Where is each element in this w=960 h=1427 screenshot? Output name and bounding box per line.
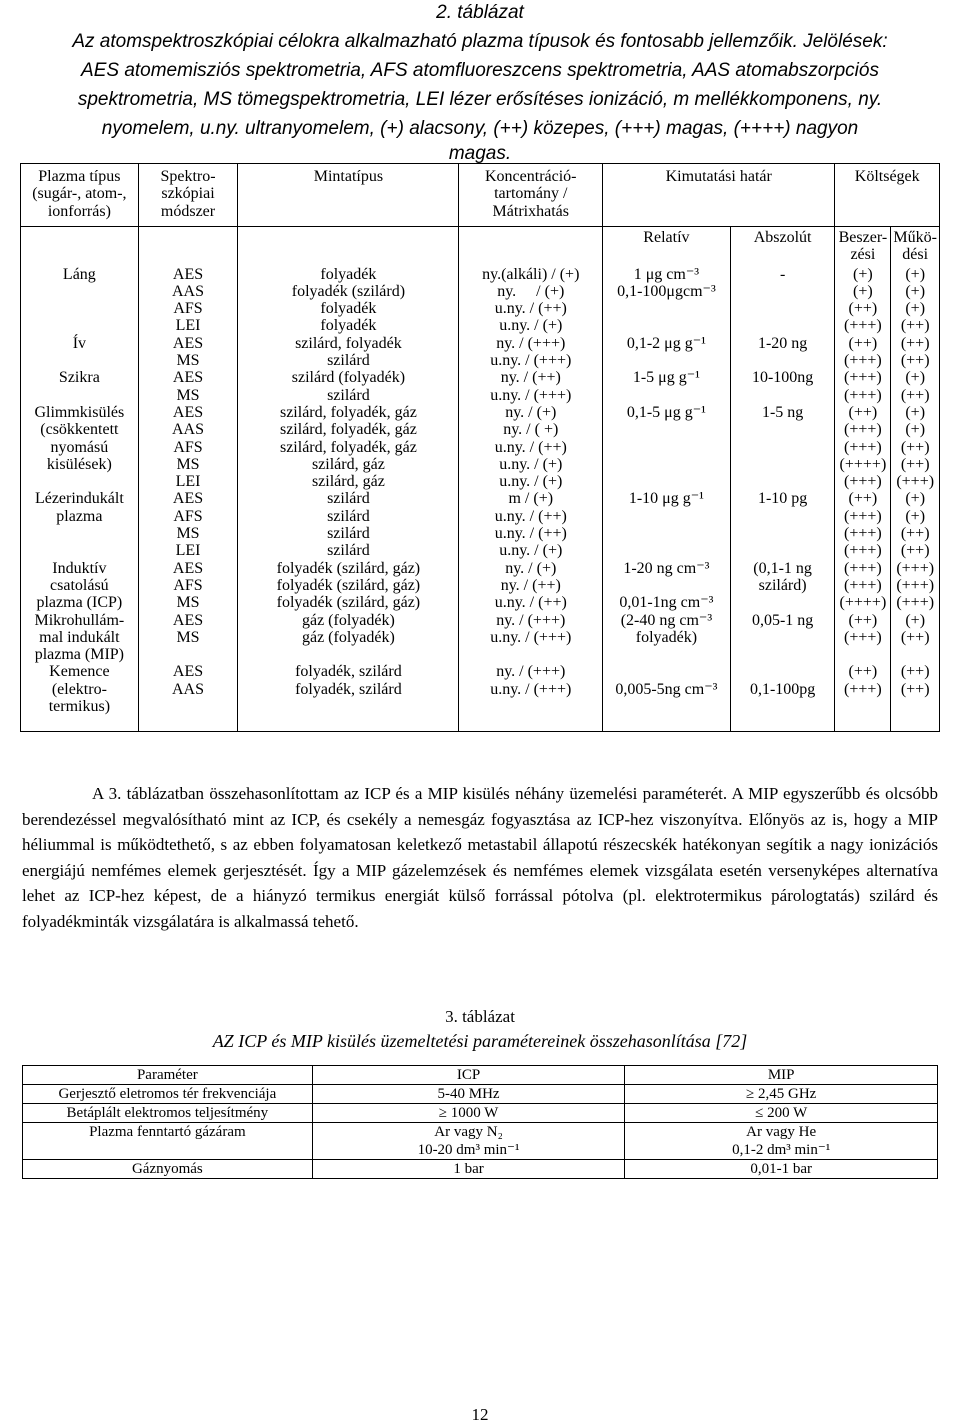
- cell-line: Szikra: [58, 369, 100, 387]
- table-cell: Ar vagy He 0,1-2 dm³ min⁻¹: [625, 1123, 938, 1160]
- cell-line: (++): [900, 663, 930, 681]
- table-cell-inv: [835, 369, 891, 404]
- table-row: [23, 1123, 938, 1160]
- cell-line: [733, 663, 833, 680]
- cell-line: ny. / (++): [500, 369, 561, 387]
- header-invest: Beszer-zési: [835, 227, 891, 266]
- table-cell: 5-40 MHz: [312, 1085, 625, 1104]
- table-cell-sample: [238, 266, 459, 335]
- table-cell-rel: [603, 266, 731, 335]
- cell-line: 1-10 pg: [757, 490, 808, 508]
- table-cell-sample: [238, 369, 459, 404]
- table-row: [21, 335, 940, 370]
- table-cell-rel: [603, 404, 731, 490]
- cell-line: ny. / (++): [500, 576, 561, 594]
- cell-line: (+++): [844, 507, 882, 525]
- cell-line: (+): [905, 507, 926, 525]
- cell-line: Lézerindukált: [34, 490, 124, 508]
- table-cell-op: [891, 490, 940, 559]
- cell-line: Ív: [72, 334, 87, 352]
- cell-line: (+++): [896, 559, 935, 577]
- cell-line: termikus): [48, 698, 111, 716]
- cell-line: (+): [905, 421, 926, 439]
- table-cell-inv: [835, 612, 891, 664]
- cell-line: folyadék: [320, 265, 377, 283]
- cell-line: 10-100ng: [751, 369, 814, 387]
- cell-line: szilárd, gáz: [311, 473, 385, 491]
- cell-line: AES: [172, 559, 204, 577]
- header-conc: Koncentráció-tartomány / Mátrixhatás: [459, 164, 603, 227]
- cell-line: (++): [900, 680, 930, 698]
- cell-line: ny. / (+): [497, 282, 565, 300]
- cell-line: 0,1-100μgcm⁻³: [617, 282, 716, 300]
- cell-line: ny. / (+++): [496, 611, 566, 629]
- table-cell-method: [138, 612, 238, 664]
- header-absolute: Abszolút: [730, 227, 835, 266]
- cell-line: szilárd: [327, 542, 370, 560]
- cell-line: (2-40 ng cm⁻³: [620, 611, 713, 629]
- cell-line: szilárd, folyadék, gáz: [279, 438, 417, 456]
- cell-line: (csökkentett: [40, 421, 119, 439]
- cell-line: ny. / ( +): [503, 421, 559, 439]
- cell-line: u.ny. / (++): [494, 594, 567, 612]
- table-cell-abs: [730, 404, 835, 490]
- table-cell-conc: [459, 560, 603, 612]
- table-cell-method: [138, 369, 238, 404]
- cell-line: AAS: [172, 282, 205, 300]
- table-cell-sample: [238, 335, 459, 370]
- table-cell-op: [891, 560, 940, 612]
- cell-line: ny.(alkáli) / (+): [482, 265, 580, 283]
- table-cell-op: [891, 404, 940, 490]
- cell-line: (++): [900, 352, 930, 370]
- cell-line: 0,1-5 μg g⁻¹: [626, 403, 706, 421]
- cell-line: plazma: [56, 507, 103, 525]
- cell-line: AES: [172, 369, 204, 387]
- table-cell: ≤ 200 W: [625, 1104, 938, 1123]
- cell-line: (+++): [844, 352, 882, 370]
- cell-line: [605, 577, 728, 594]
- table-cell-inv: [835, 335, 891, 370]
- cell-line: LEI: [175, 473, 201, 491]
- table-cell-inv: [835, 490, 891, 559]
- cell-line: szilárd: [327, 490, 370, 508]
- cell-line: AES: [172, 265, 204, 283]
- cell-line: (++++): [839, 594, 887, 612]
- cell-line: AES: [172, 403, 204, 421]
- cell-line: AES: [172, 611, 204, 629]
- cell-line: (++): [900, 525, 930, 543]
- table-cell: Betáplált elektromos teljesítmény: [23, 1104, 313, 1123]
- cell-line: AES: [172, 490, 204, 508]
- header-limit: Kimutatási határ: [603, 164, 835, 227]
- table-cell-plasma: [21, 490, 139, 559]
- page-number: 12: [471, 1405, 489, 1424]
- table-cell: ≥ 2,45 GHz: [625, 1085, 938, 1104]
- table-cell-plasma: [21, 404, 139, 490]
- cell-line: 1 μg cm⁻³: [633, 265, 700, 283]
- cell-line: folyadék (szilárd, gáz): [276, 559, 421, 577]
- cell-line: u.ny. / (+): [499, 455, 563, 473]
- table-row: [21, 266, 940, 335]
- cell-line: (+++): [896, 576, 935, 594]
- table-cell-plasma: [21, 663, 139, 731]
- table-cell-abs: [730, 335, 835, 370]
- cell-line: LEI: [175, 542, 201, 560]
- cell-line: Induktív: [52, 559, 107, 577]
- table-cell-abs: [730, 266, 835, 335]
- cell-line: csatolású: [50, 576, 109, 594]
- caption-line: spektrometria, MS tömegspektrometria, LEI lézer erősítéses ionizáció, m mellékkomponens, ny.: [77, 89, 883, 110]
- cell-line: u.ny. / (+++): [490, 352, 572, 370]
- cell-line: u.ny. / (+): [499, 317, 563, 335]
- caption-line: nyomelem, u.ny. ultranyomelem, (+) alacsony, (++) közepes, (+++) magas, (++++) nagyon: [101, 118, 859, 139]
- cell-line: mal indukált: [39, 628, 120, 646]
- table-cell: Plazma fenntartó gázáram: [23, 1123, 313, 1160]
- cell-line: u.ny. / (++): [494, 438, 567, 456]
- cell-line: 1-20 ng: [757, 334, 808, 352]
- table-cell-rel: [603, 663, 731, 731]
- cell-line: (+++): [896, 594, 935, 612]
- cell-line: gáz (folyadék): [301, 611, 395, 629]
- cell-line: MS: [176, 628, 200, 646]
- table-row: [21, 490, 940, 559]
- table-cell-method: [138, 404, 238, 490]
- table2-caption: [0, 0, 960, 165]
- table-cell-sample: [238, 663, 459, 731]
- cell-line: 0,005-5ng cm⁻³: [615, 680, 718, 698]
- cell-line: (+): [905, 265, 926, 283]
- cell-line: AFS: [173, 438, 203, 456]
- cell-line: folyadék (szilárd): [291, 282, 406, 300]
- table-cell-rel: [603, 560, 731, 612]
- cell-line: szilárd, gáz: [311, 455, 385, 473]
- table2-number: 2. táblázat: [436, 2, 524, 23]
- header-method: Spektro-szkópiai módszer: [138, 164, 238, 227]
- body-paragraph: [22, 781, 938, 934]
- cell-line: MS: [176, 594, 200, 612]
- cell-line: szilárd: [327, 525, 370, 543]
- cell-line: MS: [176, 455, 200, 473]
- table-cell-sample: [238, 560, 459, 612]
- table-cell-sample: [238, 612, 459, 664]
- table-row: [21, 560, 940, 612]
- cell-line: u.ny. / (+++): [490, 386, 572, 404]
- table-row: [21, 663, 940, 731]
- cell-line: 0,01-1ng cm⁻³: [619, 594, 714, 612]
- cell-line: (+): [853, 282, 873, 300]
- table-cell-inv: [835, 266, 891, 335]
- cell-line: -: [779, 265, 786, 283]
- cell-line: u.ny. / (+): [499, 473, 563, 491]
- cell-line: Kemence: [49, 663, 110, 681]
- table-cell: Gáznyomás: [23, 1160, 313, 1179]
- table-cell-abs: [730, 369, 835, 404]
- table-cell: ≥ 1000 W: [312, 1104, 625, 1123]
- cell-line: (+): [905, 490, 926, 508]
- table-cell-plasma: [21, 612, 139, 664]
- cell-line: (+++): [844, 317, 882, 335]
- cell-line: (+++): [844, 369, 882, 387]
- table-row: [23, 1160, 938, 1179]
- cell-line: (+++): [844, 680, 882, 698]
- cell-line: (++): [900, 542, 930, 560]
- cell-line: Glimmkisülés: [34, 403, 125, 421]
- table-cell-method: [138, 266, 238, 335]
- cell-line: (++): [848, 663, 878, 681]
- cell-line: folyadék: [320, 317, 377, 335]
- table-cell-method: [138, 560, 238, 612]
- header-sample: Mintatípus: [238, 164, 459, 227]
- table-cell: Gerjesztő eletromos tér frekvenciája: [23, 1085, 313, 1104]
- table-cell-abs: [730, 490, 835, 559]
- cell-line: (++): [848, 300, 878, 318]
- cell-line: (+): [905, 300, 926, 318]
- table-cell-plasma: [21, 369, 139, 404]
- table-cell-conc: [459, 369, 603, 404]
- table-cell-method: [138, 490, 238, 559]
- table-cell-inv: [835, 404, 891, 490]
- table-cell-plasma: [21, 560, 139, 612]
- cell-line: MS: [176, 386, 200, 404]
- table-row: [23, 1085, 938, 1104]
- cell-line: AFS: [173, 576, 203, 594]
- table-cell: Ar vagy N₂ 10-20 dm³ min⁻¹: [312, 1123, 625, 1160]
- cell-line: 1-5 μg g⁻¹: [632, 369, 700, 387]
- cell-line: AFS: [173, 300, 203, 318]
- table-cell-abs: [730, 560, 835, 612]
- cell-line: (+++): [844, 421, 882, 439]
- cell-line: szilárd (folyadék): [291, 369, 406, 387]
- cell-line: folyadék (szilárd, gáz): [276, 576, 421, 594]
- cell-line: (++): [900, 334, 930, 352]
- cell-line: u.ny. / (++): [494, 300, 567, 318]
- cell-line: 1-10 μg g⁻¹: [628, 490, 704, 508]
- table-cell-conc: [459, 490, 603, 559]
- cell-line: kisülések): [46, 455, 112, 473]
- table-cell-op: [891, 335, 940, 370]
- cell-line: (+): [853, 265, 873, 283]
- table-cell: 0,01-1 bar: [625, 1160, 938, 1179]
- cell-line: (++): [848, 334, 878, 352]
- cell-line: (+++): [844, 473, 882, 491]
- cell-line: (+): [905, 369, 926, 387]
- cell-line: 1-5 ng: [761, 403, 804, 421]
- cell-line: ny. / (+++): [496, 663, 566, 681]
- cell-line: AES: [172, 663, 204, 681]
- header-plasma: Plazma típus (sugár-, atom-, ionforrás): [21, 164, 139, 227]
- cell-line: plazma (ICP): [36, 594, 123, 612]
- cell-line: u.ny. / (+++): [490, 628, 572, 646]
- cell-line: AES: [172, 334, 204, 352]
- cell-line: u.ny. / (+++): [490, 680, 572, 698]
- table-row: [21, 612, 940, 664]
- cell-line: szilárd, folyadék, gáz: [279, 421, 417, 439]
- cell-line: (++): [900, 386, 930, 404]
- cell-line: szilárd: [327, 352, 370, 370]
- table-cell-op: [891, 266, 940, 335]
- table-cell-plasma: [21, 335, 139, 370]
- cell-line: (0,1-1 ng: [753, 559, 812, 577]
- cell-line: ny. / (+++): [496, 334, 566, 352]
- cell-line: (++): [900, 438, 930, 456]
- cell-line: LEI: [175, 317, 201, 335]
- cell-line: (+): [905, 282, 926, 300]
- table-cell-inv: [835, 663, 891, 731]
- cell-line: u.ny. / (++): [494, 525, 567, 543]
- table-cell-conc: [459, 404, 603, 490]
- table-cell-plasma: [21, 266, 139, 335]
- table-cell-conc: [459, 663, 603, 731]
- cell-line: MS: [176, 525, 200, 543]
- table-cell-rel: [603, 490, 731, 559]
- table-cell-op: [891, 612, 940, 664]
- cell-line: MS: [176, 352, 200, 370]
- paragraph-text: A 3. táblázatban összehasonlítottam az ICP és a MIP kisülés néhány üzemelési paraméterét. A MIP egyszerűbb és olcsóbb berendezéssel megvalósítható mint az ICP, és csekély a nemesgáz fogyasztása az ICP-hez viszonyítva. Előnyös az is, hogy a MIP héliummal is működtethető, s az ebben folyamatosan keletkező metastabil állapotú részecskék hatékonyan segítik a nagy ionizációs energiájú nemfémes elemek gerjesztését. Így a MIP gázelemzések és nemfémes elemek vizsgálata esetén versenyképes alternatíva lehet az ICP-hez képest, de a hiányzó termikus energiát külső forrással pótolva (pl. elektrotermikus párologtatás) szilárd és folyadékminták vizsgálatára is alkalmassá tehető.: [22, 784, 938, 931]
- cell-line: 0,1-100pg: [749, 680, 816, 698]
- table-cell-rel: [603, 612, 731, 664]
- cell-line: (++++): [839, 455, 887, 473]
- cell-line: (++): [900, 317, 930, 335]
- cell-line: u.ny. / (++): [494, 507, 567, 525]
- cell-line: u.ny. / (+): [499, 542, 563, 560]
- cell-line: Mikrohullám-: [34, 611, 125, 629]
- cell-line: (+++): [844, 438, 882, 456]
- cell-line: [605, 663, 728, 680]
- caption-line: magas.: [448, 143, 512, 164]
- table-cell-abs: [730, 663, 835, 731]
- t3-header-param: Paraméter: [23, 1066, 313, 1085]
- table3-title: AZ ICP és MIP kisülés üzemeltetési paramétereinek összehasonlítása [72]: [212, 1031, 748, 1051]
- header-cost: Költségek: [835, 164, 940, 227]
- cell-line: folyadék): [635, 628, 698, 646]
- cell-line: (++): [848, 611, 878, 629]
- caption-line: AES atomemisziós spektrometria, AFS atomfluoreszcens spektrometria, AAS atomabszorpciós: [81, 60, 879, 81]
- table-cell-conc: [459, 612, 603, 664]
- header-relative: Relatív: [603, 227, 731, 266]
- cell-line: szilárd, folyadék: [295, 334, 402, 352]
- cell-line: szilárd: [327, 386, 370, 404]
- table-cell-rel: [603, 335, 731, 370]
- t3-header-icp: ICP: [312, 1066, 625, 1085]
- table-cell-conc: [459, 335, 603, 370]
- cell-line: (++): [900, 455, 930, 473]
- cell-line: folyadék: [320, 300, 377, 318]
- cell-line: (elektro-: [51, 680, 107, 698]
- table-cell-conc: [459, 266, 603, 335]
- cell-line: (+++): [844, 386, 882, 404]
- cell-line: AAS: [172, 680, 205, 698]
- table-cell-rel: [603, 369, 731, 404]
- table-cell-abs: [730, 612, 835, 664]
- cell-line: gáz (folyadék): [301, 628, 395, 646]
- table-cell-method: [138, 335, 238, 370]
- cell-line: folyadék (szilárd, gáz): [276, 594, 421, 612]
- table-cell-op: [891, 369, 940, 404]
- cell-line: plazma (MIP): [34, 646, 125, 664]
- cell-line: folyadék, szilárd: [295, 663, 402, 681]
- cell-line: (++): [848, 403, 878, 421]
- cell-line: (+++): [844, 628, 882, 646]
- cell-line: ny. / (+): [505, 403, 557, 421]
- cell-line: (+++): [844, 576, 882, 594]
- cell-line: (+++): [896, 473, 935, 491]
- plasma-types-table: [20, 163, 940, 732]
- table3-number: 3. táblázat: [445, 1007, 515, 1026]
- caption-line: Az atomspektroszkópiai célokra alkalmazható plazma típusok és fontosabb jellemzőik. Jelölések:: [72, 31, 888, 52]
- cell-line: m / (+): [508, 490, 554, 508]
- cell-line: (++): [848, 490, 878, 508]
- cell-line: folyadék, szilárd: [295, 680, 402, 698]
- table-cell-sample: [238, 490, 459, 559]
- cell-line: 0,1-2 μg g⁻¹: [626, 334, 706, 352]
- table-cell-method: [138, 663, 238, 731]
- cell-line: (++): [900, 628, 930, 646]
- icp-mip-table: [22, 1065, 938, 1179]
- cell-line: AAS: [172, 421, 205, 439]
- cell-line: szilárd: [327, 507, 370, 525]
- t3-header-mip: MIP: [625, 1066, 938, 1085]
- cell-line: 1-20 ng cm⁻³: [623, 559, 710, 577]
- cell-line: szilárd, folyadék, gáz: [279, 403, 417, 421]
- cell-line: (+++): [844, 542, 882, 560]
- table-row: [23, 1104, 938, 1123]
- table-row: [21, 369, 940, 404]
- cell-line: 0,05-1 ng: [751, 611, 814, 629]
- table-row: [21, 404, 940, 490]
- table-cell-inv: [835, 560, 891, 612]
- cell-line: AFS: [173, 507, 203, 525]
- cell-line: ny. / (+): [505, 559, 557, 577]
- cell-line: (+): [905, 403, 926, 421]
- table-cell: 1 bar: [312, 1160, 625, 1179]
- cell-line: (+++): [844, 525, 882, 543]
- cell-line: szilárd): [758, 576, 807, 594]
- cell-line: (+++): [844, 559, 882, 577]
- header-operate: Műkö-dési: [891, 227, 940, 266]
- table-cell-sample: [238, 404, 459, 490]
- cell-line: Láng: [62, 265, 96, 283]
- cell-line: nyomású: [50, 438, 109, 456]
- table-cell-op: [891, 663, 940, 731]
- cell-line: (+): [905, 611, 926, 629]
